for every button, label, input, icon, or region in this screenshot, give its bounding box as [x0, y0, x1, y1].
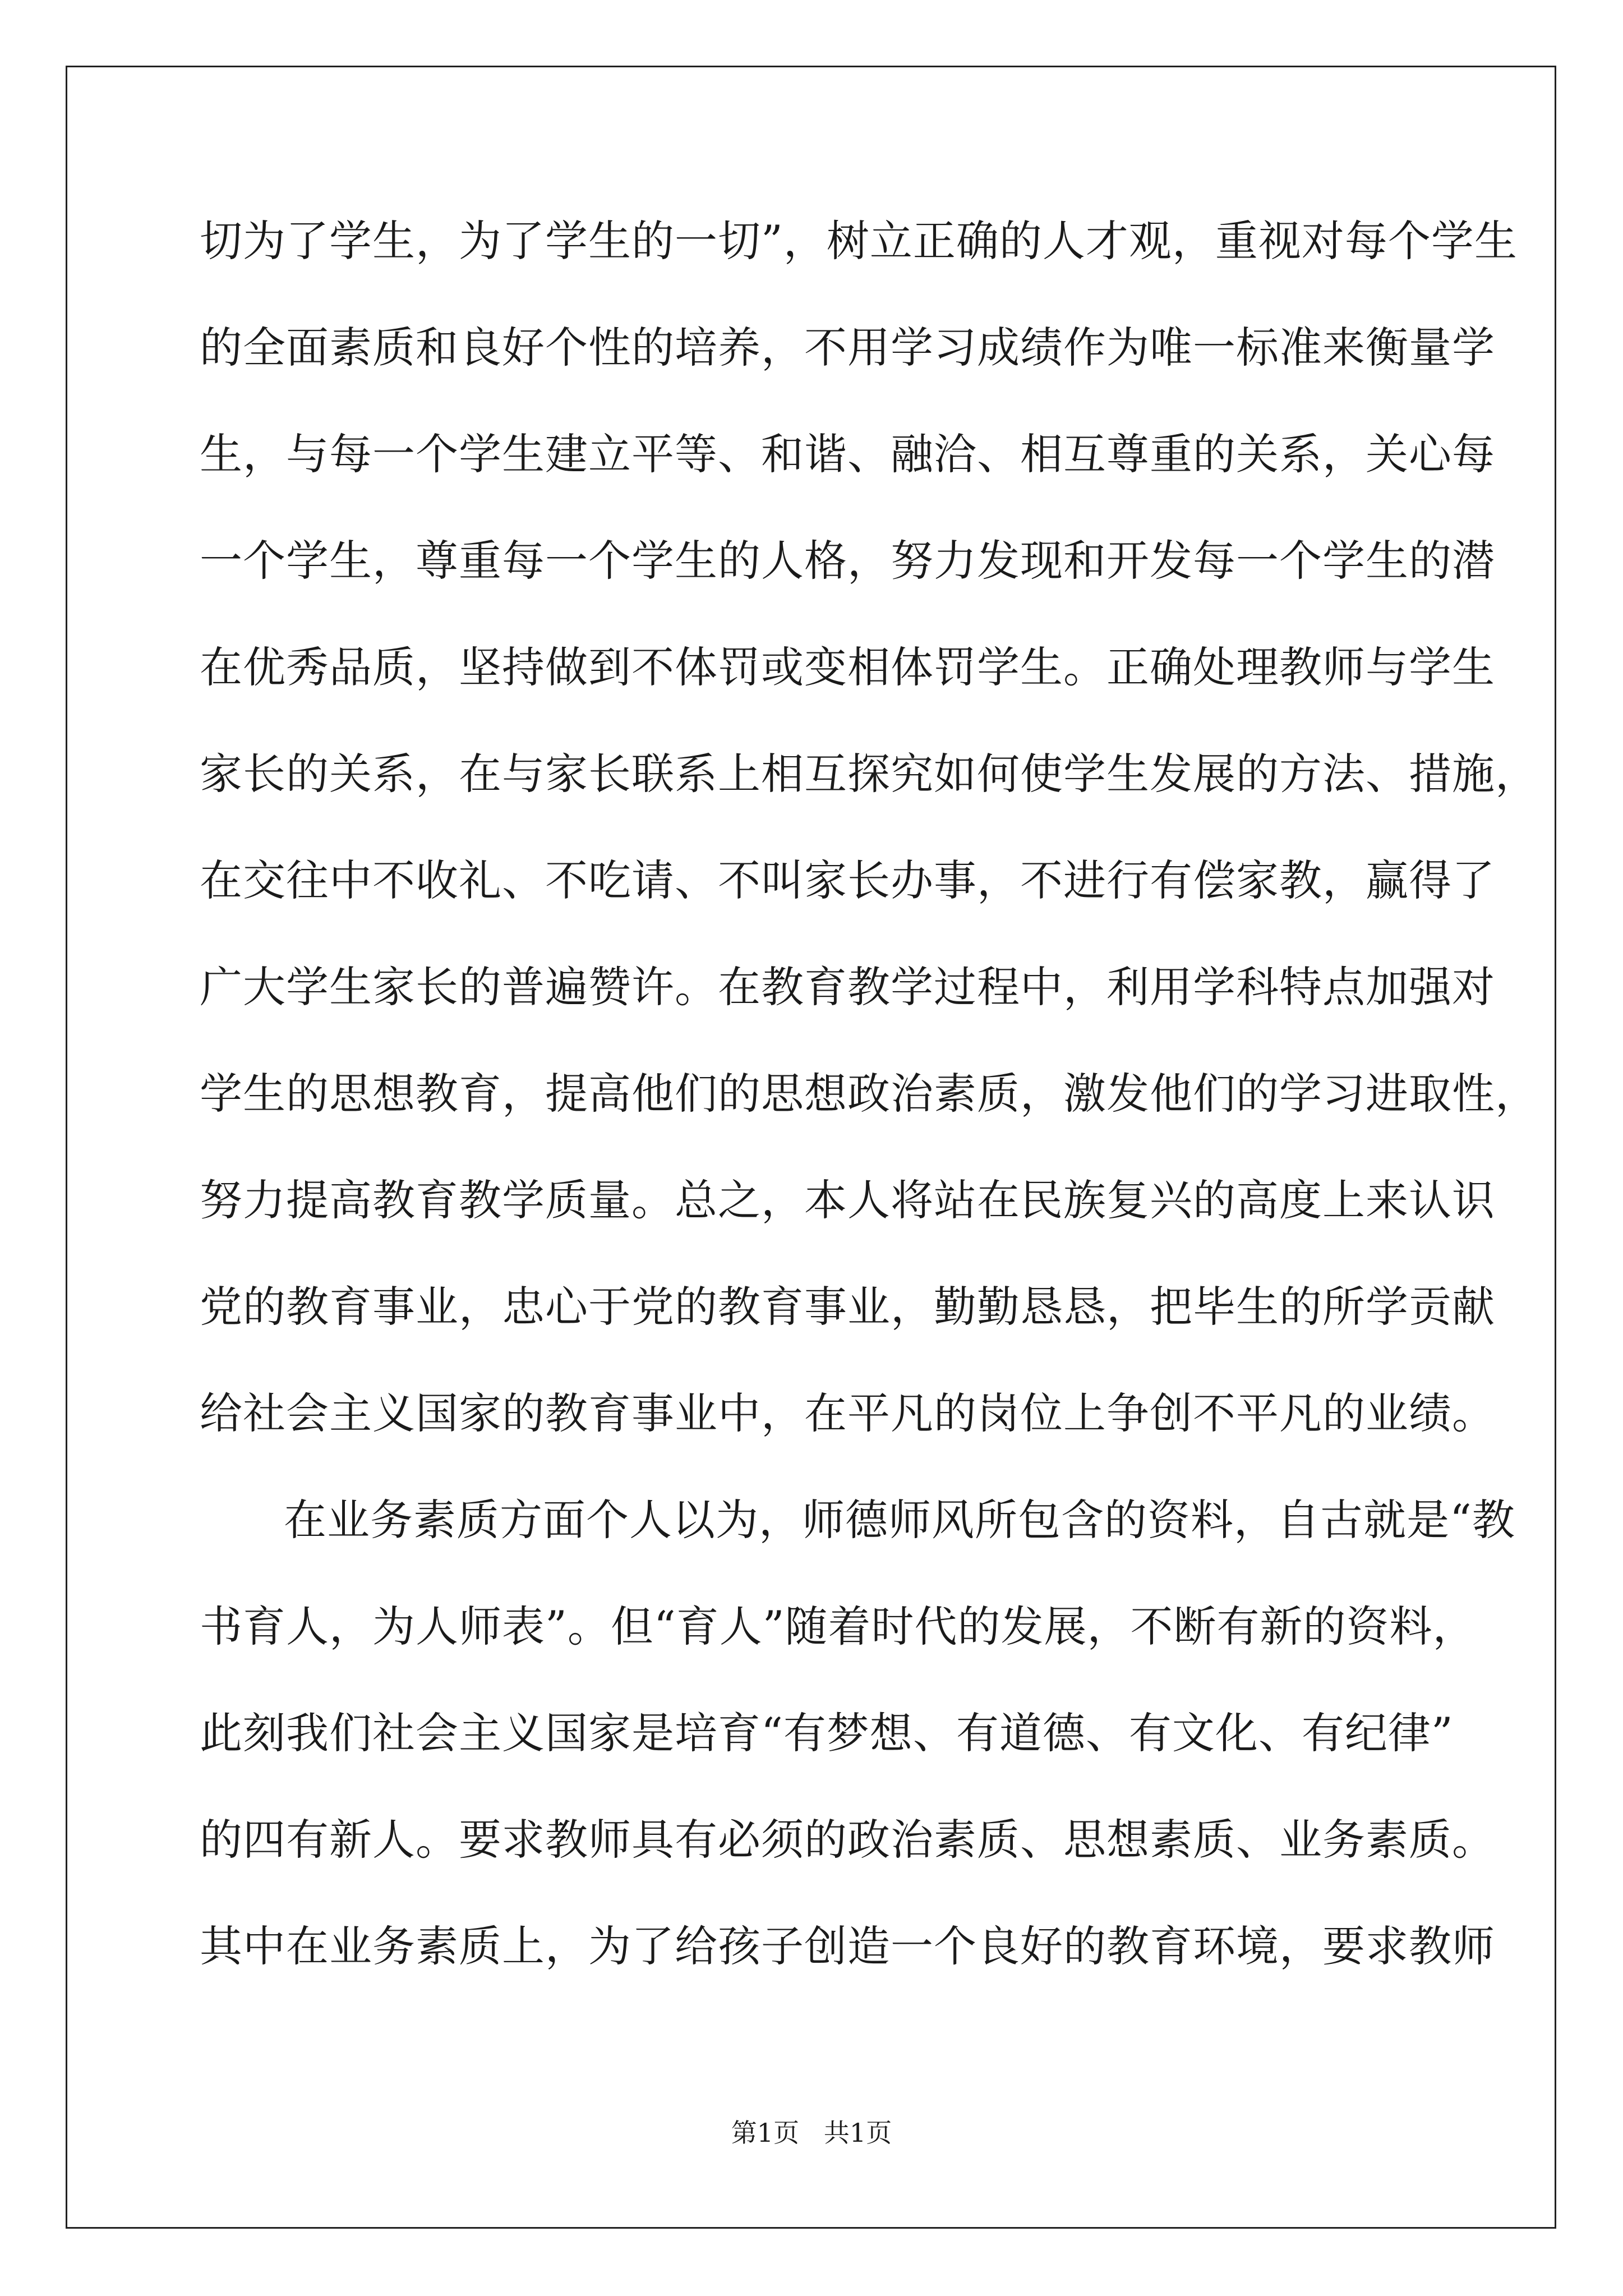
- text-line: 努力提高教育教学质量。总之，本人将站在民族复兴的高度上来认识: [200, 1175, 1495, 1225]
- text-line: 给社会主义国家的教育事业中，在平凡的岗位上争创不平凡的业绩。: [200, 1388, 1495, 1438]
- text-line: 其中在业务素质上，为了给孩子创造一个良好的教育环境，要求教师: [200, 1921, 1495, 1971]
- text-line: 一个学生，尊重每一个学生的人格，努力发现和开发每一个学生的潜: [200, 536, 1495, 586]
- text-line: 切为了学生，为了学生的一切”，树立正确的人才观，重视对每个学生: [200, 216, 1518, 266]
- text-line: 书育人，为人师表”。但“育人”随着时代的发展，不断有新的资料，: [200, 1602, 1476, 1651]
- text-line: 此刻我们社会主义国家是培育“有梦想、有道德、有文化、有纪律”: [200, 1708, 1454, 1758]
- text-line: 生，与每一个学生建立平等、和谐、融洽、相互尊重的关系，关心每: [200, 429, 1495, 479]
- text-line: 学生的思想教育，提高他们的思想政治素质，激发他们的学习进取性，: [200, 1069, 1538, 1119]
- text-line: 家长的关系，在与家长联系上相互探究如何使学生发展的方法、措施，: [200, 749, 1538, 799]
- paragraph-start-line: 在业务素质方面个人以为，师德师风所包含的资料，自古就是“教: [284, 1495, 1515, 1545]
- page-number-footer: 第1页 共1页: [731, 2118, 892, 2148]
- text-line: 在优秀品质，坚持做到不体罚或变相体罚学生。正确处理教师与学生: [200, 642, 1495, 692]
- document-body: [200, 213, 1538, 2025]
- text-line: 在交往中不收礼、不吃请、不叫家长办事，不进行有偿家教，赢得了: [200, 855, 1495, 905]
- text-line: 的全面素质和良好个性的培养，不用学习成绩作为唯一标准来衡量学: [200, 323, 1495, 372]
- text-line: 广大学生家长的普遍赞许。在教育教学过程中，利用学科特点加强对: [200, 962, 1495, 1012]
- text-line: 党的教育事业，忠心于党的教育事业，勤勤恳恳，把毕生的所学贡献: [200, 1282, 1495, 1332]
- text-line: 的四有新人。要求教师具有必须的政治素质、思想素质、业务素质。: [200, 1815, 1495, 1865]
